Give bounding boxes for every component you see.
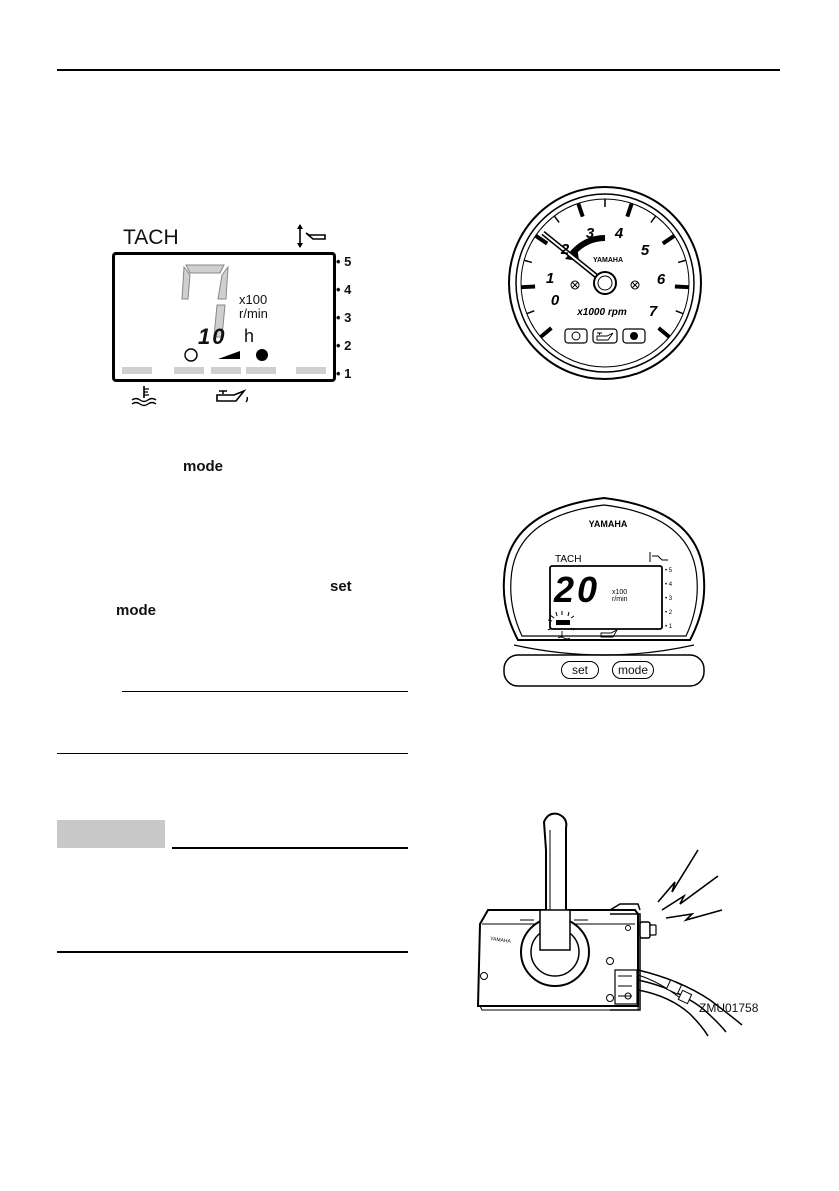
lcd-hours-unit: h	[244, 326, 255, 346]
trim-scale-2: • 2	[336, 338, 352, 353]
header-rule	[57, 69, 780, 71]
lcd-segment-3	[211, 367, 241, 374]
trim-arrow-icon	[295, 223, 327, 249]
digital-trim-2: • 2	[665, 610, 673, 616]
buzzer-sound-icon	[658, 850, 722, 920]
lcd-segment-5	[296, 367, 326, 374]
tach-major-tick	[521, 286, 535, 287]
figure-code: ZMU01758	[699, 1001, 759, 1015]
digital-trim-5: • 5	[665, 568, 673, 574]
digital-alarm-segment	[556, 620, 570, 625]
set-button[interactable]	[561, 661, 599, 679]
set-button-label: set	[571, 663, 588, 677]
analog-tachometer	[505, 183, 705, 383]
digital-unit-rmin: r/min	[612, 596, 628, 603]
tach-unit: x1000 rpm	[577, 307, 627, 318]
caution-label-box	[57, 820, 165, 848]
tach-major-tick	[675, 286, 689, 287]
water-temperature-icon	[130, 385, 160, 407]
tach-label-2: 2	[560, 241, 570, 258]
caution-rule-top	[172, 847, 408, 849]
tach-label-0: 0	[550, 292, 560, 309]
tach-label-5: 5	[640, 242, 650, 259]
mode-keyword-1: mode	[183, 458, 224, 475]
lcd-segment-4	[246, 367, 276, 374]
caution-rule-bottom	[57, 951, 408, 953]
digital-unit-x100: x100	[612, 589, 628, 596]
digital-value: 20	[554, 569, 601, 610]
mode-button-label: mode	[617, 663, 649, 677]
tach-label-4: 4	[614, 225, 624, 242]
digital-trim-4: • 4	[665, 582, 673, 588]
trim-scale-3: • 3	[336, 310, 352, 325]
tach-label-3: 3	[585, 225, 595, 242]
digital-gauge	[492, 490, 717, 698]
mode-keyword-2: mode	[116, 602, 157, 619]
trim-scale-1: • 1	[336, 366, 352, 381]
lcd-unit-rmin: r/min	[239, 306, 268, 321]
tach-label-1: 1	[545, 270, 555, 287]
tach-label-7: 7	[648, 303, 658, 320]
tach-label-6: 6	[656, 271, 666, 288]
svg-text:YAMAHA: YAMAHA	[489, 936, 512, 945]
digital-brand: YAMAHA	[588, 519, 628, 529]
tach-brand: YAMAHA	[592, 257, 624, 264]
trim-scale-5: • 5	[336, 254, 352, 269]
digital-trim-3: • 3	[665, 596, 673, 602]
engine-lamp-icon	[630, 332, 638, 340]
note-rule-bottom	[57, 753, 408, 754]
lcd-indicator-row	[184, 347, 274, 363]
oil-can-icon	[214, 387, 250, 407]
digital-title: TACH	[555, 554, 582, 565]
lcd-unit-x100: x100	[239, 292, 268, 307]
lcd-segment-1	[122, 367, 152, 374]
trim-scale-4: • 4	[336, 282, 352, 297]
digital-trim-1: • 1	[665, 624, 673, 630]
lcd-title: TACH	[123, 226, 179, 249]
set-keyword: set	[330, 578, 352, 595]
lcd-segment-2	[174, 367, 204, 374]
lcd-hours-value: 10	[198, 324, 227, 349]
lcd-figure	[100, 215, 400, 415]
note-rule-top	[122, 691, 408, 692]
mode-button[interactable]	[612, 661, 654, 679]
